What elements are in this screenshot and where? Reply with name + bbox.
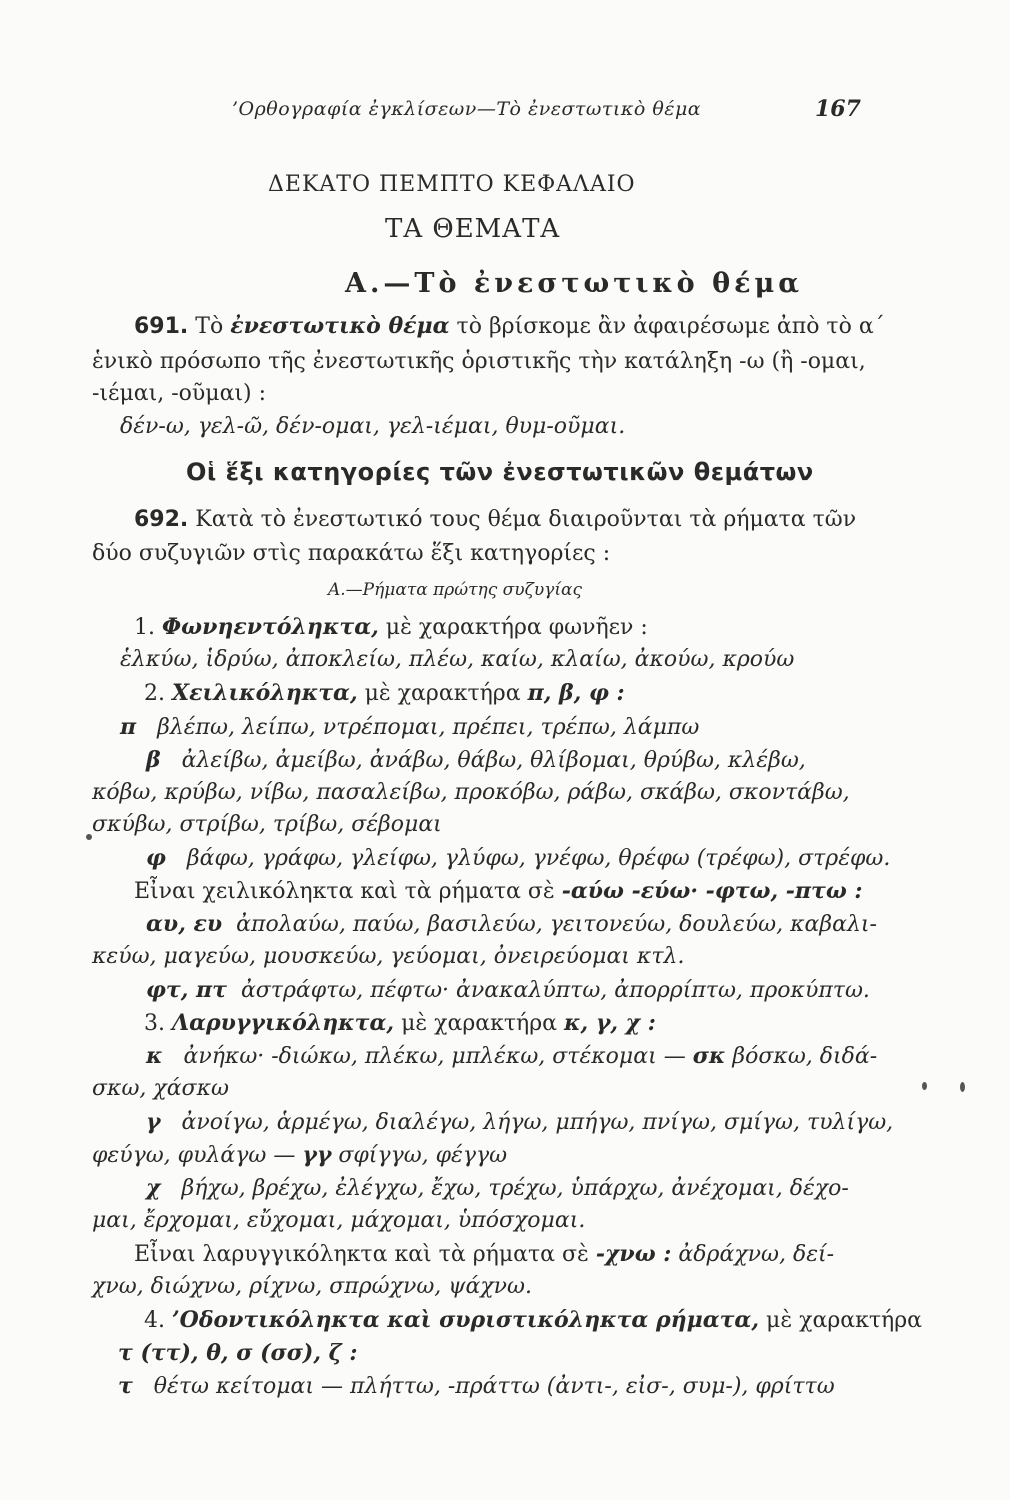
item-3-k-line-2: σκω, χάσκω — [92, 1076, 229, 1101]
section-heading: Α.—Τὸ ἐνεστωτικὸ θέμα — [345, 268, 804, 299]
item-4-characters: τ (ττ), θ, σ (σσ), ζ : — [118, 1340, 358, 1366]
item-3-g-line-2: φεύγω, φυλάγω — γγ σφίγγω, φέγγω — [92, 1142, 508, 1168]
paragraph-691-examples: δέν-ω, γελ-ῶ, δέν-ομαι, γελ-ιέμαι, θυμ-οῦμαι. — [120, 414, 626, 439]
item-3-x-line-1: χ βήχω, βρέχω, ἐλέγχω, ἔχω, τρέχω, ὑπάρχω, ἀνέχομαι, δέχο- — [146, 1175, 849, 1201]
paragraph-691-line-3: -ιέμαι, -οῦμαι) : — [92, 381, 267, 406]
chapter-heading: ΔΕΚΑΤΟ ΠΕΜΠΤΟ ΚΕΦΑΛΑΙΟ — [268, 172, 636, 197]
page-title: ΤΑ ΘΕΜΑΤΑ — [385, 214, 561, 244]
item-2-beta-line-3: σκύβω, στρίβω, τρίβω, σέβομαι — [92, 812, 442, 837]
item-3-heading: 3. Λαρυγγικόληκτα, μὲ χαρακτήρα κ, γ, χ : — [144, 1010, 656, 1036]
subheading: Οἱ ἕξι κατηγορίες τῶν ἐνεστωτικῶν θεμάτων — [186, 458, 814, 486]
page-number: 167 — [815, 96, 861, 122]
item-2-also-line: Εἶναι χειλικόληκτα καὶ τὰ ρήματα σὲ -αύω -εύω· -φτω, -πτω : — [134, 878, 863, 904]
paragraph-number: 692. — [134, 507, 189, 532]
item-1-term: Φωνηεντόληκτα, — [162, 614, 379, 640]
item-2-beta-line-2: κόβω, κρύβω, νίβω, πασαλείβω, προκόβω, ράβω, σκάβω, σκοντάβω, — [92, 780, 850, 805]
group-heading: Α.—Ρήματα πρώτης συζυγίας — [328, 580, 582, 600]
item-4-t-line: τ θέτω κείτομαι — πλήττω, -πράττω (ἀντι-, εἰσ-, συμ-), φρίττω — [118, 1373, 835, 1399]
print-speck — [960, 1082, 965, 1092]
term-enestotiko-thema: ἐνεστωτικὸ θέμα — [230, 313, 450, 339]
item-3-k-line-1: κ ἀνήκω· -διώκω, πλέκω, μπλέκω, στέκομαι — σκ βόσκω, διδά- — [146, 1043, 878, 1069]
item-2-pi-line: π βλέπω, λείπω, ντρέπομαι, πρέπει, τρέπω, λάμπω — [120, 714, 700, 740]
paragraph-692-line-1: 692. Κατὰ τὸ ἐνεστωτικό τους θέμα διαιροῦνται τὰ ρήματα τῶν — [134, 507, 857, 532]
item-3-term: Λαρυγγικόληκτα, — [172, 1010, 395, 1036]
item-2-beta-line-1: β ἀλείβω, ἀμείβω, ἀνάβω, θάβω, θλίβομαι, θρύβω, κλέβω, — [146, 747, 806, 773]
paragraph-691-line-1: 691. Τὸ ἐνεστωτικὸ θέμα τὸ βρίσκομε ἂν ἀφαιρέσωμε ἀπὸ τὸ α΄ — [134, 313, 885, 339]
item-4-term: ’Οδοντικόληκτα καὶ συριστικόληκτα ρήματα, — [172, 1307, 760, 1333]
item-3-g-line-1: γ ἀνοίγω, ἁρμέγω, διαλέγω, λήγω, μπήγω, πνίγω, σμίγω, τυλίγω, — [146, 1109, 894, 1135]
item-2-au-line-1: αυ, ευ ἀπολαύω, παύω, βασιλεύω, γειτονεύω, δουλεύω, καβαλι- — [146, 911, 877, 937]
item-2-phi-line: φ βάφω, γράφω, γλείφω, γλύφω, γνέφω, θρέφω (τρέφω), στρέφω. — [146, 845, 891, 871]
paragraph-number: 691. — [134, 314, 189, 339]
item-2-au-line-2: κεύω, μαγεύω, μουσκεύω, γεύομαι, ὀνειρεύομαι κτλ. — [92, 944, 685, 969]
paragraph-692-line-2: δύο συζυγιῶν στὶς παρακάτω ἕξι κατηγορίες : — [92, 541, 611, 566]
print-speck — [86, 834, 92, 840]
item-1-heading: 1. Φωνηεντόληκτα, μὲ χαρακτήρα φωνῆεν : — [134, 614, 648, 640]
item-2-ft-line: φτ, πτ ἀστράφτω, πέφτω· ἀνακαλύπτω, ἀπορρίπτω, προκύπτω. — [146, 977, 870, 1003]
print-speck — [922, 1082, 927, 1090]
paragraph-691-line-2: ἑνικὸ πρόσωπο τῆς ἐνεστωτικῆς ὁριστικῆς τὴν κατάληξη -ω (ἢ -ομαι, — [92, 349, 866, 374]
item-2-term: Χειλικόληκτα, — [172, 680, 358, 706]
item-2-heading: 2. Χειλικόληκτα, μὲ χαρακτήρα π, β, φ : — [144, 680, 625, 706]
item-4-heading: 4. ’Οδοντικόληκτα καὶ συριστικόληκτα ρήματα, μὲ χαρακτήρα — [144, 1307, 922, 1333]
item-3-x-line-2: μαι, ἔρχομαι, εὔχομαι, μάχομαι, ὑπόσχομαι. — [92, 1208, 586, 1233]
item-1-examples: ἑλκύω, ἱδρύω, ἀποκλείω, πλέω, καίω, κλαίω, ἀκούω, κρούω — [120, 647, 795, 672]
running-header: ’Ορθογραφία ἐγκλίσεων—Τὸ ἐνεστωτικὸ θέμα — [232, 98, 702, 120]
item-3-also-line-1: Εἶναι λαρυγγικόληκτα καὶ τὰ ρήματα σὲ -χνω : ἀδράχνω, δεί- — [134, 1241, 835, 1267]
item-3-also-line-2: χνω, διώχνω, ρίχνω, σπρώχνω, ψάχνω. — [92, 1274, 532, 1299]
